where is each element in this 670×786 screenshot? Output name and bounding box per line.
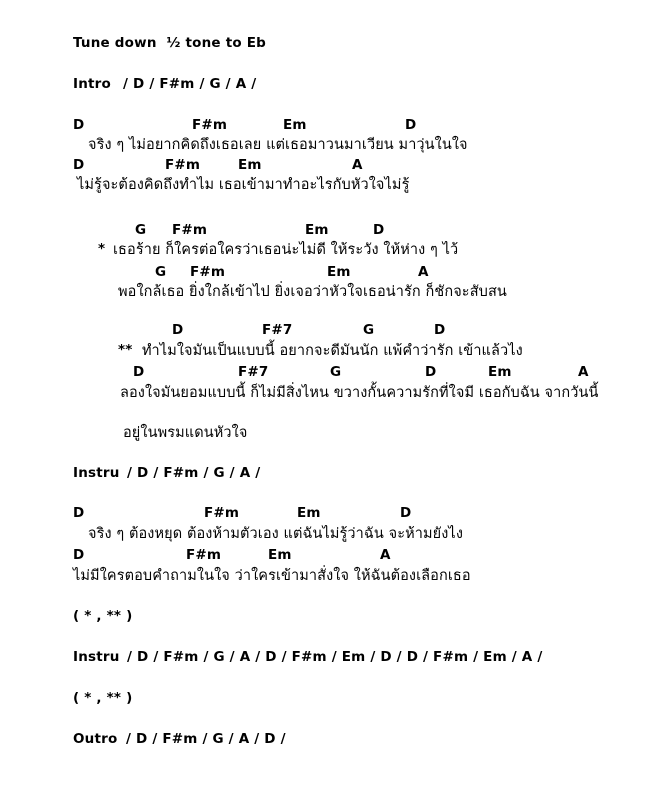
- lyric-line: ลองใจมันยอมแบบนี้ ก็ไม่มีสิ่งไหน ขวางกั้นความรักที่ใจมี เธอกับฉัน จากวันนี้: [120, 385, 599, 401]
- chord-token: D: [373, 222, 385, 238]
- lyric-line: เธอร้าย ก็ใครต่อใครว่าเธอน่ะไม่ดี ให้ระวัง ให้ห่าง ๆ ไว้: [113, 242, 459, 258]
- chord-token: D: [133, 364, 145, 380]
- section-sequence-intro: / D / F#m / G / A /: [123, 76, 257, 92]
- lyric-line: ทำไมใจมันเป็นแบบนี้ อยากจะดีมันนัก แพ้คำว่ารัก เข้าแล้วไง: [142, 343, 523, 359]
- chord-token: D: [400, 505, 412, 521]
- repeat-reference-2: ( * , ** ): [73, 690, 133, 706]
- chord-token: Em: [283, 117, 307, 133]
- section-label-intro: Intro: [73, 76, 112, 92]
- chord-token: F#7: [238, 364, 269, 380]
- chord-token: A: [578, 364, 589, 380]
- repeat-reference-1: ( * , ** ): [73, 608, 133, 624]
- chord-token: Em: [327, 264, 351, 280]
- repeat-marker-star: *: [98, 241, 106, 257]
- chord-token: D: [73, 505, 85, 521]
- chord-token: F#m: [165, 157, 201, 173]
- section-label-instru-2: Instru: [73, 649, 120, 665]
- chord-token: Em: [268, 547, 292, 563]
- chord-token: Em: [305, 222, 329, 238]
- lyric-line: ไม่มีใครตอบคำถามในใจ ว่าใครเข้ามาสั่งใจ ให้ฉันต้องเลือกเธอ: [73, 568, 471, 584]
- section-sequence-outro: / D / F#m / G / A / D /: [126, 731, 286, 747]
- chord-token: D: [73, 157, 85, 173]
- chord-token: F#m: [192, 117, 228, 133]
- chord-token: G: [155, 264, 167, 280]
- chord-token: D: [405, 117, 417, 133]
- chord-token: F#m: [186, 547, 222, 563]
- chord-token: D: [73, 547, 85, 563]
- section-sequence-instru-2: / D / F#m / G / A / D / F#m / Em / D / D / F#m / Em / A /: [127, 649, 543, 665]
- section-label-instru-1: Instru: [73, 465, 120, 481]
- chord-token: D: [73, 117, 85, 133]
- chord-token: F#m: [172, 222, 208, 238]
- chord-token: G: [135, 222, 147, 238]
- repeat-marker-doublestar: **: [118, 342, 133, 358]
- chord-token: D: [425, 364, 437, 380]
- tuning-note: Tune down ½ tone to Eb: [73, 35, 267, 51]
- lyric-line: พอใกล้เธอ ยิ่งใกล้เข้าไป ยิ่งเจอว่าหัวใจเธอน่ารัก ก็ชักจะสับสน: [118, 284, 507, 300]
- chord-token: F#7: [262, 322, 293, 338]
- chord-token: D: [434, 322, 446, 338]
- lyric-line: ไม่รู้จะต้องคิดถึงทำไม เธอเข้ามาทำอะไรกับหัวใจไม่รู้: [77, 177, 410, 193]
- chord-token: G: [363, 322, 375, 338]
- chord-token: Em: [297, 505, 321, 521]
- chord-token: Em: [488, 364, 512, 380]
- lyric-line: จริง ๆ ต้องหยุด ต้องห้ามตัวเอง แต่ฉันไม่รู้ว่าฉัน จะห้ามยังไง: [88, 526, 463, 542]
- chord-token: G: [330, 364, 342, 380]
- chord-token: F#m: [204, 505, 240, 521]
- section-sequence-instru-1: / D / F#m / G / A /: [127, 465, 261, 481]
- chord-token: A: [418, 264, 429, 280]
- lyric-line: อยู่ในพรมแดนหัวใจ: [123, 425, 248, 441]
- chord-token: A: [380, 547, 391, 563]
- chord-token: A: [352, 157, 363, 173]
- lyric-line: จริง ๆ ไม่อยากคิดถึงเธอเลย แต่เธอมาวนมาเวียน มาวุ่นในใจ: [88, 137, 468, 153]
- chord-token: Em: [238, 157, 262, 173]
- chord-token: D: [172, 322, 184, 338]
- chord-token: F#m: [190, 264, 226, 280]
- section-label-outro: Outro: [73, 731, 118, 747]
